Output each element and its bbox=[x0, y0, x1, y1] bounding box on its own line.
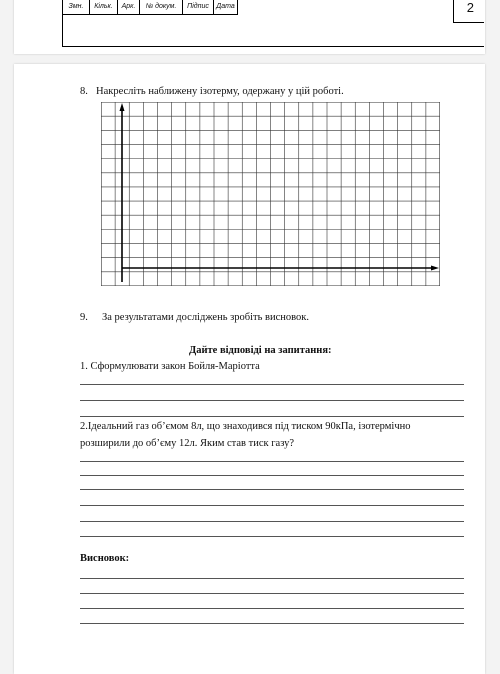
conclusion-line-4 bbox=[80, 623, 464, 624]
question-1: 1. Сформулювати закон Бойля-Маріотта bbox=[80, 361, 260, 372]
answer-line-4 bbox=[80, 461, 464, 462]
stamp-cell-pidpys: Підпис bbox=[183, 0, 214, 14]
question-2-line-1: 2.Ідеальний газ об’ємом 8л, що знаходився під тиском 90кПа, ізотермічно bbox=[80, 421, 411, 432]
conclusion-line-3 bbox=[80, 608, 464, 609]
questions-heading: Дайте відповіді на запитання: bbox=[189, 345, 332, 356]
conclusion-line-2 bbox=[80, 593, 464, 594]
worksheet-page bbox=[14, 64, 485, 674]
stamp-page-box bbox=[453, 0, 484, 23]
conclusion-label: Висновок: bbox=[80, 553, 130, 564]
answer-line-2 bbox=[80, 400, 464, 401]
conclusion-line-1 bbox=[80, 578, 464, 579]
answer-line-1 bbox=[80, 384, 464, 385]
stamp-cell-dokum: № докум. bbox=[140, 0, 183, 14]
answer-line-6 bbox=[80, 489, 464, 490]
answer-line-8 bbox=[80, 521, 464, 522]
stamp-cell-data: Дата bbox=[214, 0, 238, 14]
answer-line-5 bbox=[80, 475, 464, 476]
answer-line-3 bbox=[80, 416, 464, 417]
stamp-cell-ark: Арк. bbox=[118, 0, 140, 14]
y-axis-arrow bbox=[120, 103, 125, 111]
page-number: 2 bbox=[466, 0, 474, 15]
isotherm-grid-svg bbox=[101, 102, 440, 286]
stamp-cell-zmn: Змн. bbox=[63, 0, 90, 14]
task8-text: Накресліть наближену ізотерму, одержану у цій роботі. bbox=[96, 86, 344, 97]
stamp-header-row bbox=[63, 0, 238, 15]
title-block-stamp bbox=[62, 0, 484, 47]
x-axis-arrow bbox=[431, 266, 439, 271]
question-2-line-2: розширили до об’єму 12л. Яким став тиск газу? bbox=[80, 438, 295, 449]
task9-number: 9. bbox=[80, 312, 88, 323]
answer-line-7 bbox=[80, 505, 464, 506]
task8-number: 8. bbox=[80, 86, 88, 97]
answer-line-9 bbox=[80, 536, 464, 537]
task9-text: За результатами досліджень зробіть висновок. bbox=[102, 312, 310, 323]
previous-page bbox=[14, 0, 485, 54]
graph-grid bbox=[101, 102, 440, 286]
stamp-cell-kilk: Кільк. bbox=[90, 0, 118, 14]
